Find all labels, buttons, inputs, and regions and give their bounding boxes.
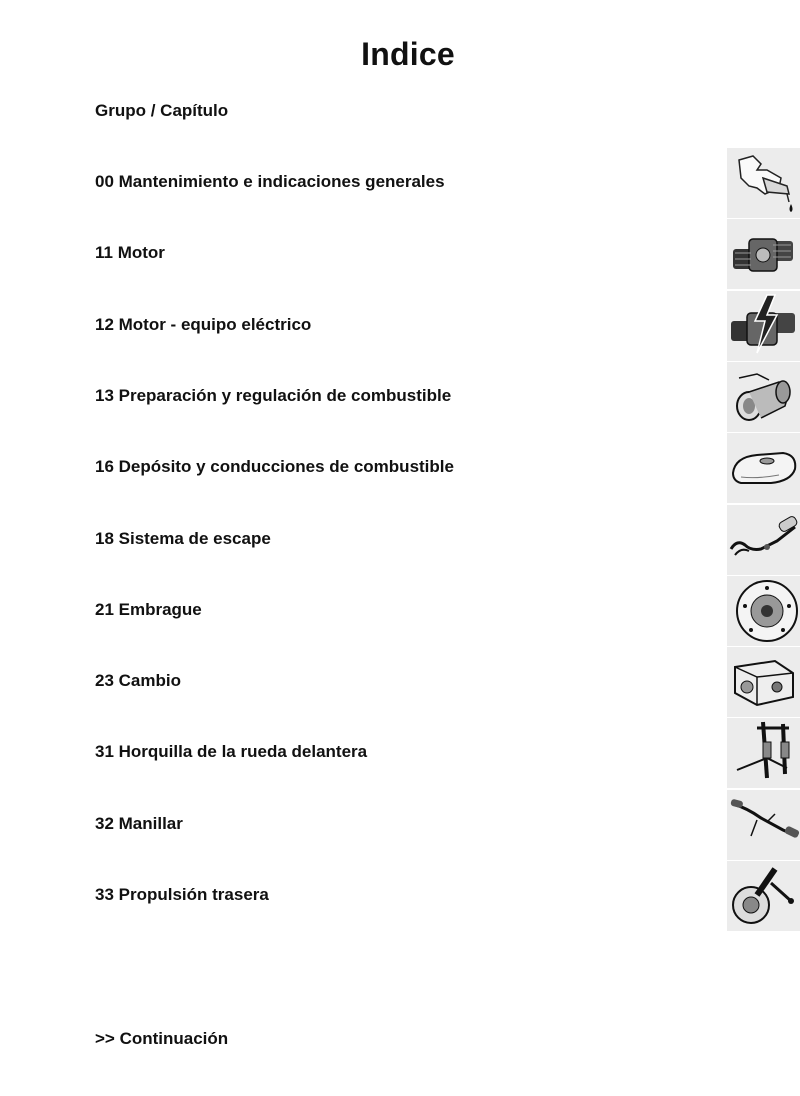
chapter-link[interactable]: 31 Horquilla de la rueda delantera bbox=[95, 742, 368, 762]
front-fork-icon[interactable] bbox=[727, 718, 800, 788]
fuel-tank-icon[interactable] bbox=[727, 433, 800, 503]
maintenance-oil-icon[interactable] bbox=[727, 148, 800, 218]
section-subtitle: Grupo / Capítulo bbox=[95, 101, 229, 120]
chapter-link[interactable]: 33 Propulsión trasera bbox=[95, 885, 269, 904]
chapter-link[interactable]: 00 Mantenimiento e indicaciones generales bbox=[95, 172, 445, 191]
chapter-row bbox=[0, 433, 800, 504]
chapter-link[interactable]: 11 Motor bbox=[95, 243, 165, 263]
chapter-row bbox=[0, 505, 800, 576]
chapter-link[interactable]: 16 Depósito y conducciones de combustible bbox=[95, 457, 454, 477]
chapter-row bbox=[0, 861, 800, 932]
chapter-link[interactable]: 23 Cambio bbox=[95, 671, 181, 691]
chapter-link[interactable]: 13 Preparación y regulación de combustible bbox=[95, 385, 452, 405]
gearbox-icon[interactable] bbox=[727, 647, 800, 717]
chapter-row bbox=[0, 291, 800, 362]
engine-icon[interactable] bbox=[727, 219, 800, 289]
chapter-link[interactable]: 32 Manillar bbox=[95, 813, 183, 833]
chapter-row bbox=[0, 362, 800, 433]
chapter-row bbox=[0, 647, 800, 718]
continue-link[interactable]: >> Continuación bbox=[95, 1029, 229, 1048]
rear-drive-icon[interactable] bbox=[727, 861, 800, 931]
chapter-link[interactable]: 12 Motor - equipo eléctrico bbox=[95, 314, 312, 334]
chapter-row bbox=[0, 718, 800, 789]
exhaust-system-icon[interactable] bbox=[727, 505, 800, 575]
handlebar-icon[interactable] bbox=[727, 790, 800, 860]
chapter-link[interactable]: 21 Embrague bbox=[95, 599, 202, 619]
chapter-link[interactable]: 18 Sistema de escape bbox=[95, 528, 271, 548]
page-title: Indice bbox=[361, 36, 455, 72]
chapter-row bbox=[0, 148, 800, 219]
clutch-disc-icon[interactable] bbox=[727, 576, 800, 646]
chapter-row bbox=[0, 790, 800, 861]
chapter-row bbox=[0, 219, 800, 290]
engine-electrical-icon[interactable] bbox=[727, 291, 800, 361]
chapter-row bbox=[0, 576, 800, 647]
throttle-body-icon[interactable] bbox=[727, 362, 800, 432]
